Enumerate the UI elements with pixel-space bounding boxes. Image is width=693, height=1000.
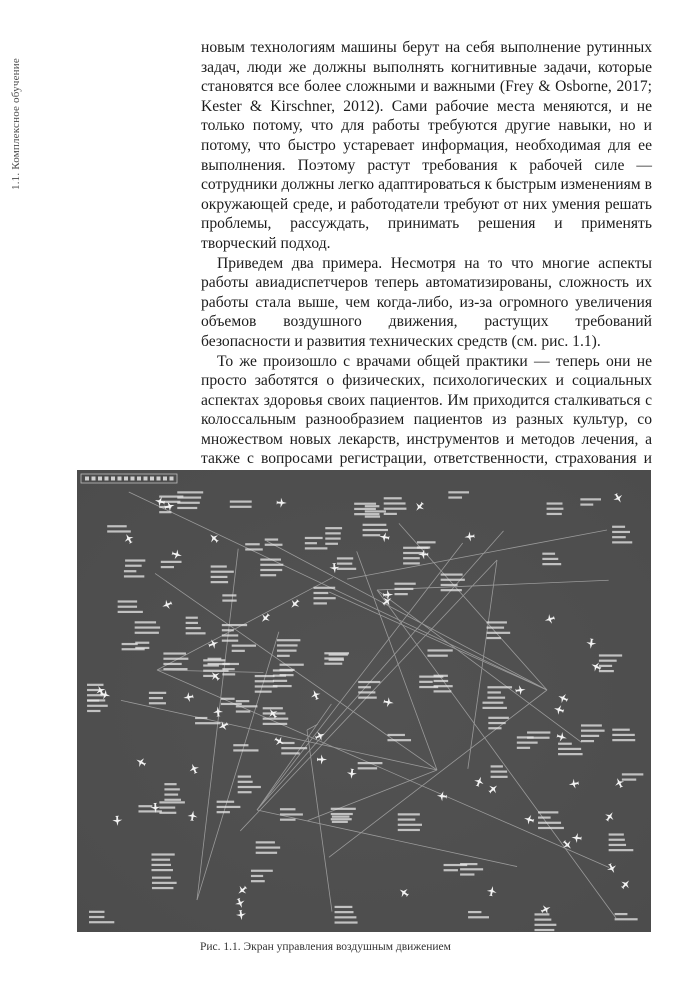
paragraph: То же произошло с врачами общей практики — теперь они не просто заботятся о физических, психологических и социальных аспектах здоровья своих пациентов. Им приходится сталкиваться с колоссальным разнообразием пациентов из разных культур, со множеством новых лекарств, инструментов и методов лечения, а также с вопросами регистрации, ответственности, страхования и [201, 352, 652, 468]
air-traffic-control-screen-image [77, 470, 651, 932]
flight-data-block [354, 503, 379, 516]
radar-display [77, 470, 651, 932]
figure-caption: Рис. 1.1. Экран управления воздушным движением [200, 941, 451, 953]
running-header-text: 1.1. Комплексное обучение [10, 58, 22, 190]
paragraph: новым технологиям машины берут на себя выполнение рутинных задач, люди же должны выполнять когнитивные задачи, которые становятся все более сложными и важными (Frey & Osborne, 2017; Kester & Kirschner, 2012). Сами рабочие места меняются, и не только потому, что для работы требуются другие навыки, но и потому, что быстро устаревает информация, необходимая для ее выполнения. Поэтому растут требования к рабочей силе — сотрудники должны легко адаптироваться к быстрым изменениям в окружающей среде, и работодатели требуют от них умения решать проблемы, рассуждать, принимать решения и применять творческий подход. [201, 39, 652, 252]
flight-data-block [547, 502, 564, 515]
paragraph: Приведем два примера. Несмотря на то что многие аспекты работы авиадиспетчеров теперь автоматизированы, сложность их работы стала выше, чем когда-либо, из-за огромного увеличения объемов воздушного движения, растущих требований безопасности и развития технических средств (см. рис. 1.1). [201, 254, 652, 350]
running-header [10, 40, 24, 190]
body-text [201, 38, 652, 489]
